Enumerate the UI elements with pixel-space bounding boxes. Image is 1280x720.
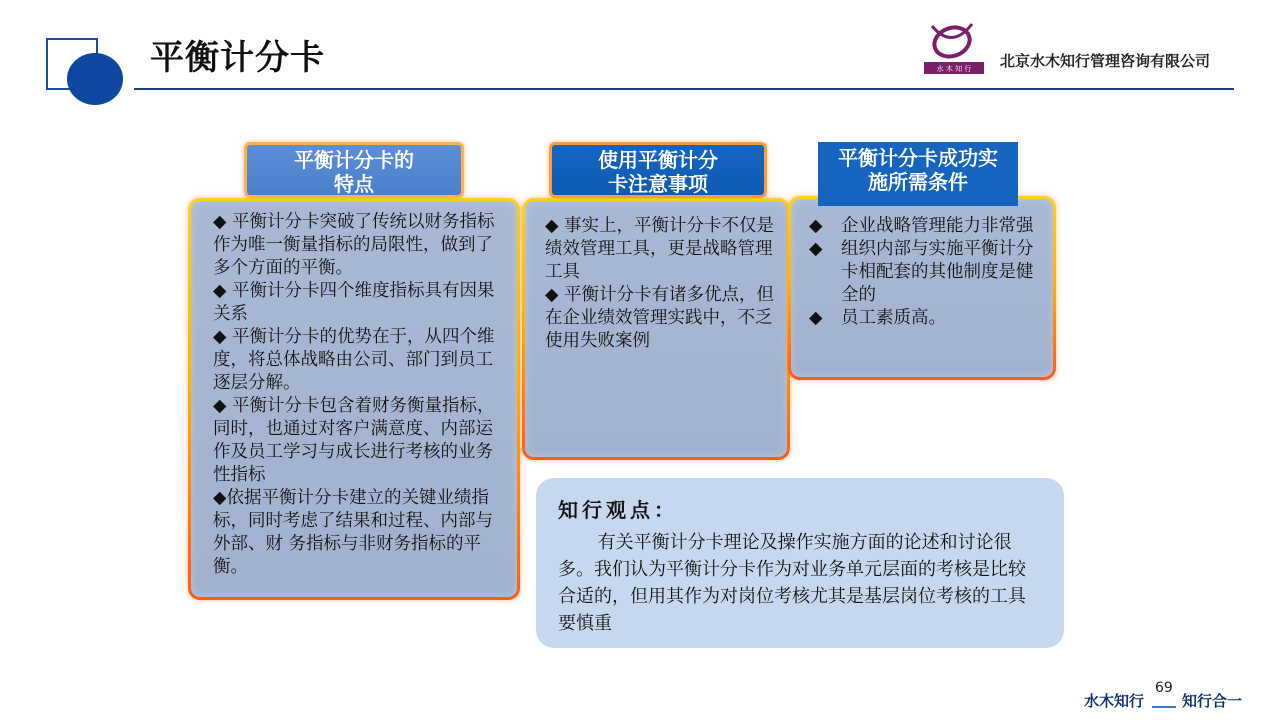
list-item: ◆ 事实上，平衡计分卡不仅是绩效管理工具，更是战略管理工具	[545, 216, 775, 282]
logo-text: 水 木 知 行	[936, 65, 972, 73]
list-item: ◆依据平衡计分卡建立的关键业绩指标，同时考虑了结果和过程、内部与外部、财 务指标与非财务指标的平衡。	[213, 488, 493, 577]
diamond-bullet-icon: ◆	[809, 308, 823, 328]
page-number: 69	[1155, 680, 1173, 696]
list-item: ◆ 平衡计分卡四个维度指标具有因果关系	[213, 281, 495, 324]
company-name: 北京水木知行管理咨询有限公司	[1000, 52, 1211, 70]
tab-label-line: 使用平衡计分	[598, 148, 718, 172]
list-item: ◆ 平衡计分卡突破了传统以财务指标作为唯一衡量指标的局限性，做到了多个方面的平衡。	[213, 212, 495, 278]
features-panel	[188, 198, 520, 600]
conditions-tab	[818, 142, 1018, 206]
precautions-panel	[522, 198, 790, 460]
viewpoint-body: 有关平衡计分卡理论及操作实施方面的论述和讨论很多。我们认为平衡计分卡作为对业务单元层面的考核是比较合适的，但用其作为对岗位考核尤其是基层岗位考核的工具要慎重	[558, 532, 1026, 634]
tab-label-line: 施所需条件	[868, 170, 968, 194]
footer-brand: 水木知行	[1084, 692, 1145, 710]
list-item	[809, 238, 1043, 307]
features-tab	[244, 142, 464, 198]
header-circle-decoration	[67, 53, 123, 105]
header-divider	[134, 88, 1234, 90]
list-item: ◆ 平衡计分卡的优势在于，从四个维度，将总体战略由公司、部门到员工逐层分解。	[213, 327, 495, 393]
tab-label-line: 特点	[334, 172, 374, 196]
tab-label-line: 平衡计分卡成功实	[838, 146, 998, 170]
list-item: ◆ 平衡计分卡有诸多优点，但在企业绩效管理实践中，不乏使用失败案例	[545, 285, 775, 351]
tab-label-line: 平衡计分卡的	[294, 148, 414, 172]
precautions-tab	[549, 142, 767, 198]
viewpoint-box	[536, 478, 1064, 648]
tab-label-line: 卡注意事项	[608, 172, 708, 196]
list-item: ◆ 平衡计分卡包含着财务衡量指标，同时，也通过对客户满意度、内部运作及员工学习与成长进行考核的业务性指标	[213, 396, 495, 485]
company-logo	[922, 20, 986, 76]
footer-underline	[1152, 706, 1176, 708]
page-title: 平衡计分卡	[150, 38, 325, 78]
list-item-text: 组织内部与实施平衡计分卡相配套的其他制度是健全的	[841, 239, 1034, 305]
list-item	[809, 307, 1043, 330]
list-item	[809, 215, 1043, 238]
diamond-bullet-icon: ◆	[809, 239, 823, 259]
viewpoint-title: 知行观点：	[558, 498, 678, 522]
list-item-text: 企业战略管理能力非常强	[841, 216, 1034, 236]
list-item-text: 员工素质高。	[841, 308, 946, 328]
conditions-panel	[788, 196, 1056, 380]
diamond-bullet-icon: ◆	[809, 216, 823, 236]
footer-slogan: 知行合一	[1182, 692, 1243, 710]
